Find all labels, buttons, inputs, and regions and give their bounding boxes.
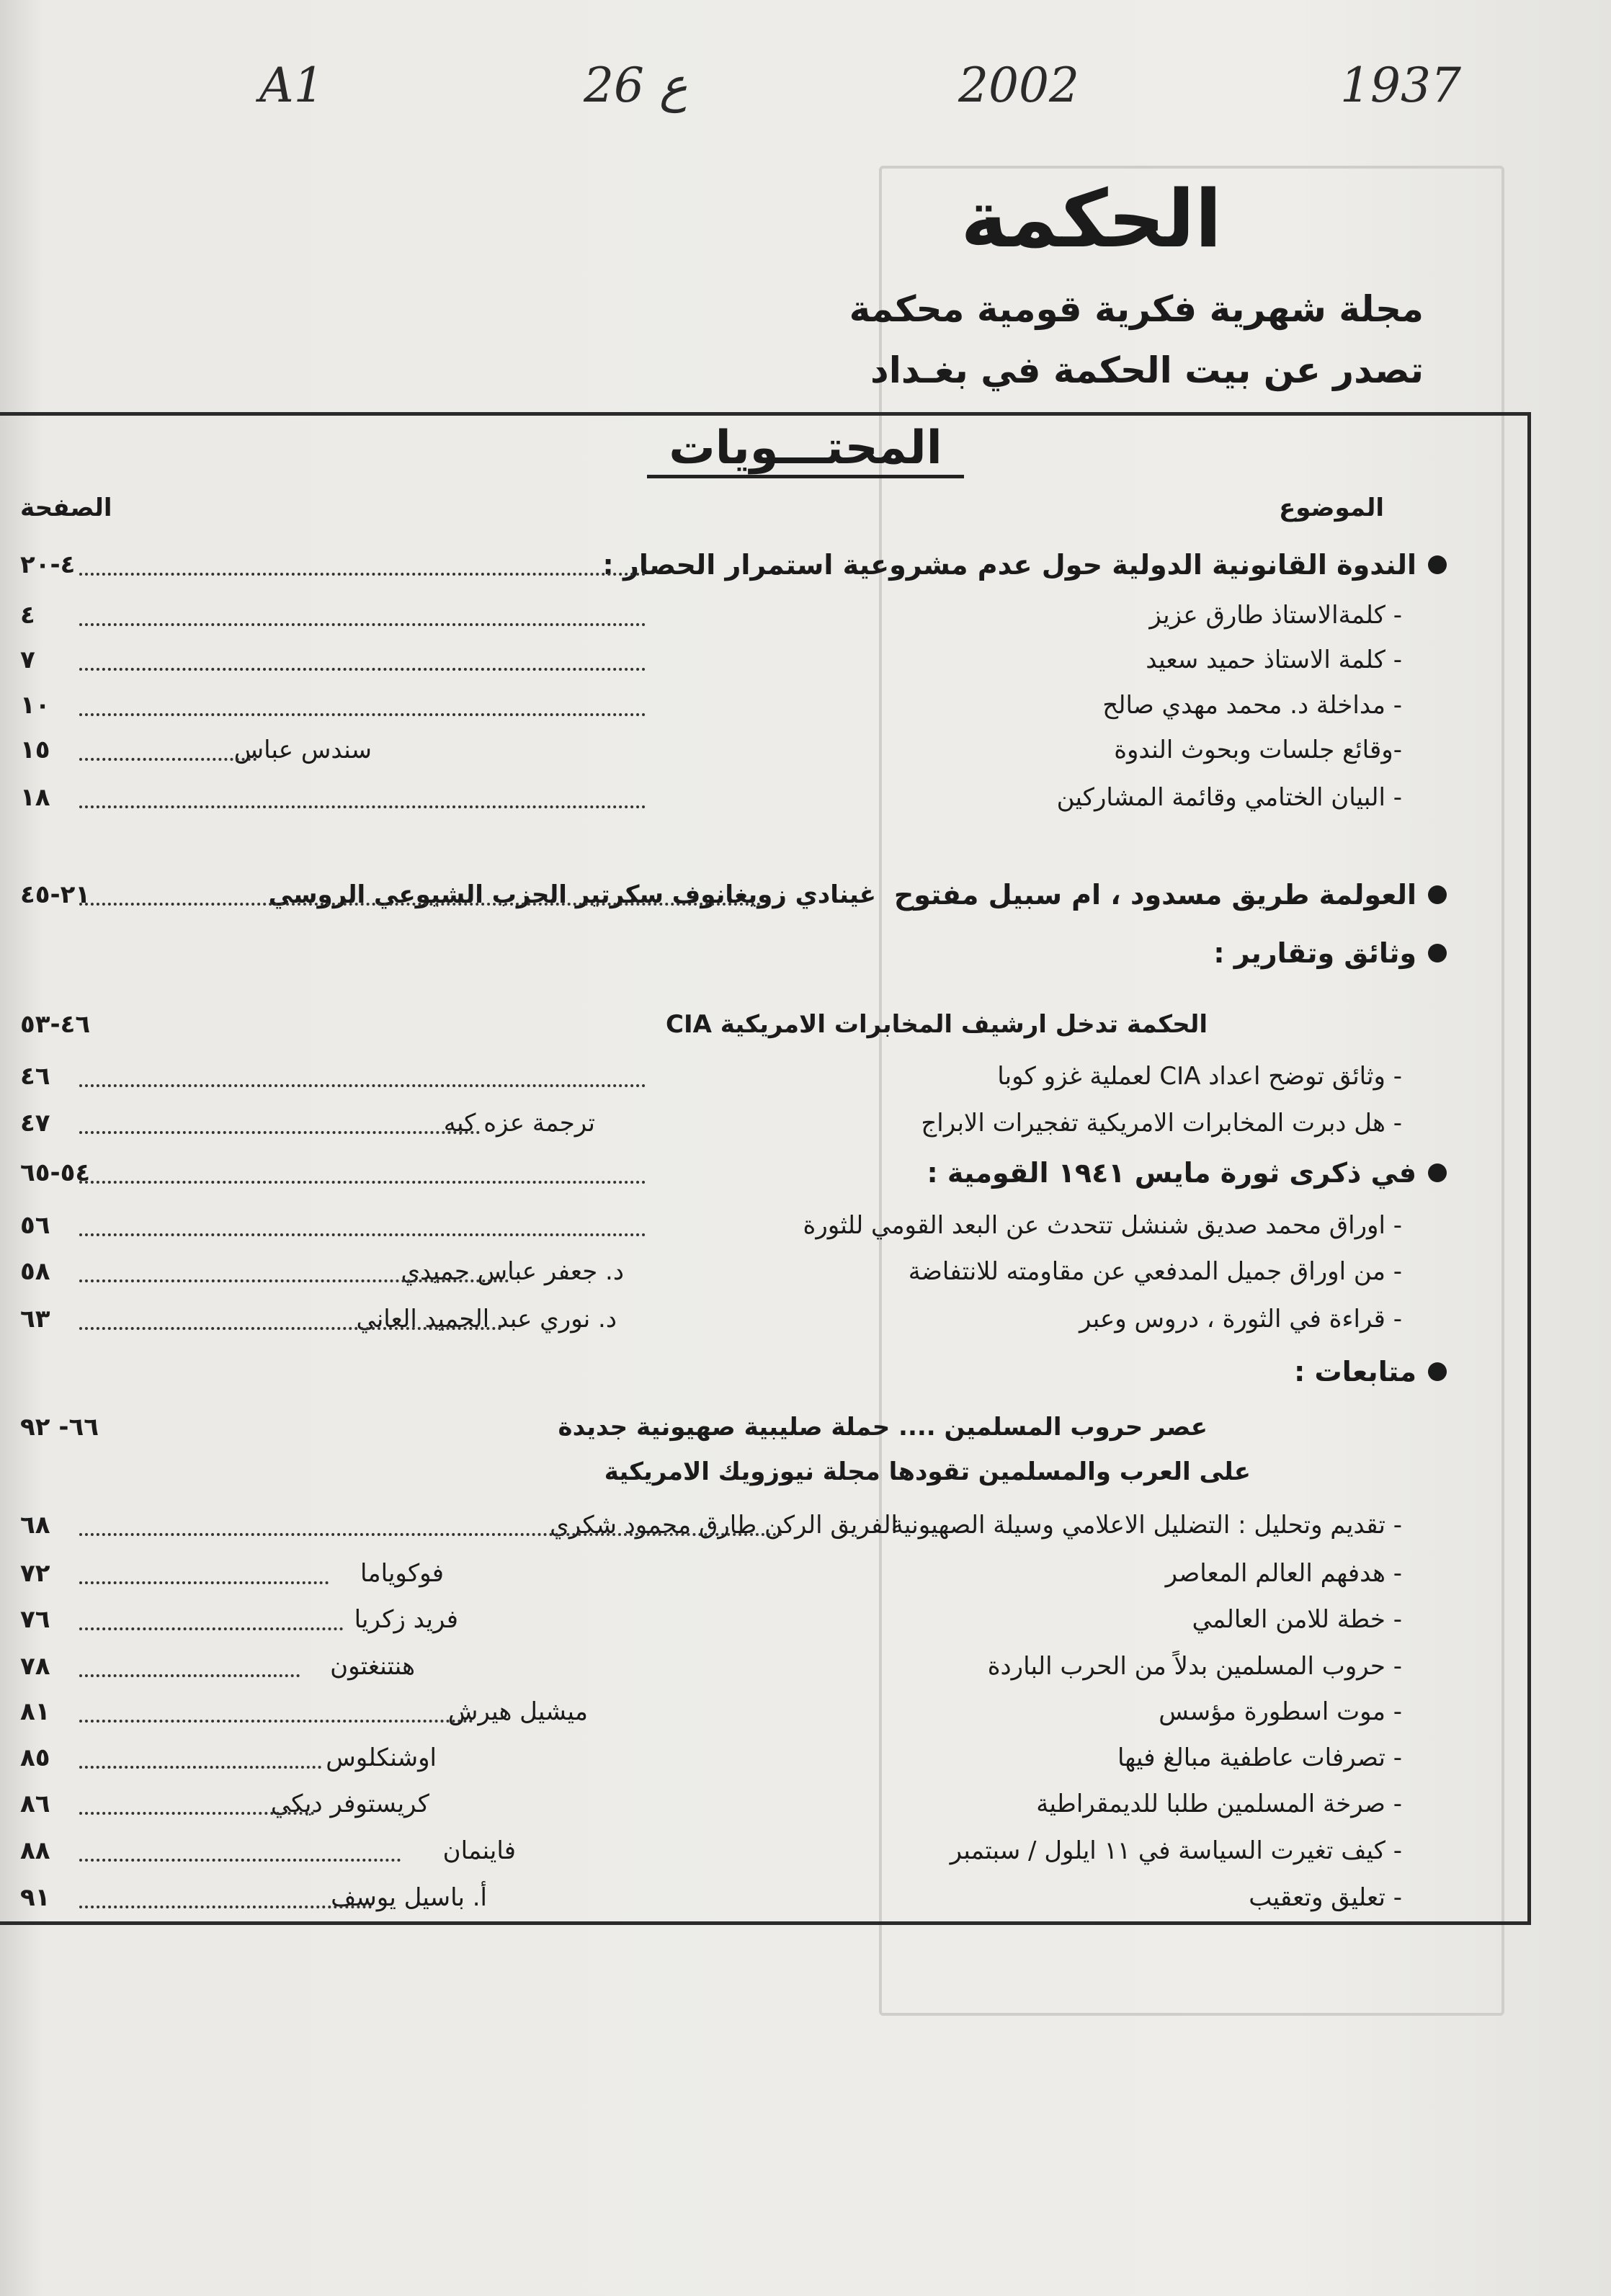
leader-dots bbox=[79, 805, 646, 808]
section-heading bbox=[0, 874, 1611, 916]
contents-entry bbox=[0, 1830, 1611, 1872]
entry-page-number: ٤٦ bbox=[20, 1062, 50, 1091]
contents-entry bbox=[0, 1055, 1611, 1097]
leader-dots bbox=[79, 1084, 646, 1087]
entry-page-number: ٢١-٤٥ bbox=[20, 880, 91, 909]
bullet-icon bbox=[1428, 555, 1447, 574]
contents-heading: المحتـــويات bbox=[0, 421, 1611, 475]
entry-title: - حروب المسلمين بدلاً من الحرب الباردة bbox=[987, 1652, 1402, 1681]
contents-entry bbox=[0, 777, 1611, 818]
entry-page-number: ٤-٢٠ bbox=[20, 550, 76, 579]
entry-title: الحكمة تدخل ارشيف المخابرات الامريكية CIA bbox=[666, 1010, 1208, 1039]
entry-title: - مداخلة د. محمد مهدي صالح bbox=[1102, 691, 1402, 720]
entry-title: في ذكرى ثورة مايس ١٩٤١ القومية : bbox=[927, 1157, 1416, 1189]
entry-page-number: ١٥ bbox=[20, 736, 50, 764]
entry-title: - تعليق وتعقيب bbox=[1249, 1883, 1402, 1912]
leader-dots bbox=[79, 1327, 501, 1330]
entry-author: سندس عباس bbox=[233, 736, 372, 764]
entry-page-number: ٦٣ bbox=[20, 1305, 50, 1334]
contents-entry bbox=[0, 684, 1611, 726]
entry-title: - هدفهم العالم المعاصر bbox=[1165, 1559, 1402, 1588]
entry-page-number: ٨٥ bbox=[20, 1743, 50, 1772]
entry-title: الندوة القانونية الدولية حول عدم مشروعية استمرار الحصار : bbox=[602, 549, 1416, 581]
leader-dots bbox=[79, 1627, 343, 1630]
section-heading bbox=[0, 1152, 1611, 1194]
entry-title: - خطة للامن العالمي bbox=[1192, 1605, 1402, 1634]
entry-title: - صرخة المسلمين طلبا للديمقراطية bbox=[1036, 1790, 1402, 1818]
contents-entry bbox=[0, 729, 1611, 771]
entry-title: - قراءة في الثورة ، دروس وعبر bbox=[1079, 1305, 1402, 1334]
entry-author: اوشنكلوس bbox=[326, 1743, 437, 1772]
leader-dots bbox=[79, 1581, 329, 1584]
entry-author: كريستوفر ديكي bbox=[270, 1790, 429, 1818]
entry-author: فريد زكريا bbox=[354, 1605, 458, 1634]
contents-entry bbox=[0, 1251, 1611, 1292]
leader-dots bbox=[79, 1533, 782, 1536]
entry-page-number: ٩١ bbox=[20, 1883, 50, 1912]
bullet-icon bbox=[1428, 1163, 1447, 1182]
leader-dots bbox=[79, 1859, 401, 1862]
contents-entry bbox=[0, 1298, 1611, 1340]
entry-page-number: ٥٨ bbox=[20, 1257, 50, 1286]
entry-title: - تصرفات عاطفية مبالغ فيها bbox=[1117, 1743, 1402, 1772]
contents-entry bbox=[0, 1691, 1611, 1733]
entry-page-number: ٨٨ bbox=[20, 1836, 50, 1865]
entry-author: د. جعفر عباس حميدي bbox=[401, 1257, 624, 1286]
contents-entry bbox=[0, 1783, 1611, 1825]
entry-title: العولمة طريق مسدود ، ام سبيل مفتوح bbox=[893, 879, 1416, 911]
entry-author: هنتنغتون bbox=[330, 1652, 415, 1681]
entry-page-number: ٥٦ bbox=[20, 1211, 50, 1240]
entry-page-number: ٨٦ bbox=[20, 1790, 50, 1818]
section-heading bbox=[0, 544, 1611, 586]
leader-dots bbox=[79, 573, 646, 576]
entry-title: على العرب والمسلمين تقودها مجلة نيوزويك الامريكية bbox=[604, 1457, 1251, 1486]
contents-entry bbox=[0, 1406, 1611, 1448]
entry-author: غينادي زويغانوف سكرتير الحزب الشيوعي الروسي bbox=[268, 880, 876, 909]
leader-dots bbox=[79, 1674, 300, 1677]
leader-dots bbox=[79, 1812, 314, 1815]
entry-title: وثائق وتقارير : bbox=[1213, 937, 1416, 969]
magazine-publisher: تصدر عن بيت الحكمة في بغـداد bbox=[870, 349, 1424, 391]
entry-title: - موت اسطورة مؤسس bbox=[1159, 1697, 1402, 1726]
entry-title: - كلمة الاستاذ حميد سعيد bbox=[1146, 646, 1402, 674]
entry-page-number: ١٠ bbox=[20, 691, 50, 720]
contents-entry bbox=[0, 1737, 1611, 1779]
entry-title: متابعات : bbox=[1294, 1356, 1416, 1388]
leader-dots bbox=[79, 1766, 321, 1769]
entry-title: عصر حروب المسلمين .... حملة صليبية صهيونية جديدة bbox=[558, 1413, 1208, 1442]
handwritten-note: 1937 bbox=[1340, 58, 1461, 113]
bullet-icon bbox=[1428, 885, 1447, 904]
leader-dots bbox=[79, 668, 646, 671]
entry-page-number: ٧ bbox=[20, 646, 35, 674]
entry-page-number: ١٨ bbox=[20, 783, 50, 812]
entry-page-number: ٧٨ bbox=[20, 1652, 50, 1681]
leader-dots bbox=[79, 758, 256, 761]
contents-entry bbox=[0, 1205, 1611, 1246]
entry-page-number: ٦٦- ٩٢ bbox=[20, 1413, 99, 1442]
entry-author: الفريق الركن طارق محمود شكري bbox=[550, 1511, 898, 1540]
leader-dots bbox=[79, 1720, 473, 1723]
leader-dots bbox=[79, 1279, 509, 1282]
entry-title: - كيف تغيرت السياسة في ١١ ايلول / سبتمبر bbox=[950, 1836, 1402, 1865]
entry-page-number: ٧٦ bbox=[20, 1605, 50, 1634]
leader-dots bbox=[79, 1233, 646, 1236]
entry-page-number: ٤ bbox=[20, 601, 35, 630]
magazine-title: الحكمة bbox=[960, 173, 1222, 265]
entry-page-number: ٥٤-٦٥ bbox=[20, 1158, 91, 1187]
entry-page-number: ٧٢ bbox=[20, 1559, 50, 1588]
entry-title: - تقديم وتحليل : التضليل الاعلامي وسيلة الصهيونية bbox=[891, 1511, 1402, 1540]
page-column-header: الصفحة bbox=[20, 493, 112, 522]
leader-dots bbox=[79, 1131, 480, 1134]
magazine-subtitle: مجلة شهرية فكرية قومية محكمة bbox=[849, 288, 1424, 330]
contents-entry bbox=[0, 1102, 1611, 1144]
entry-title: - كلمةالاستاذ طارق عزيز bbox=[1149, 601, 1402, 630]
leader-dots bbox=[79, 1181, 646, 1184]
section-heading bbox=[0, 1351, 1611, 1393]
bullet-icon bbox=[1428, 944, 1447, 962]
contents-entry bbox=[0, 1599, 1611, 1640]
entry-title: - البيان الختامي وقائمة المشاركين bbox=[1056, 783, 1402, 812]
entry-title: - وثائق توضح اعداد CIA لعملية غزو كوبا bbox=[997, 1062, 1402, 1091]
contents-entry bbox=[0, 1004, 1611, 1045]
entry-author: ترجمة عزه كبه bbox=[443, 1109, 595, 1138]
entry-author: أ. باسيل يوسف bbox=[331, 1883, 487, 1912]
subject-column-header: الموضوع bbox=[1279, 493, 1384, 522]
entry-title: - اوراق محمد صديق شنشل تتحدث عن البعد القومي للثورة bbox=[803, 1211, 1402, 1240]
leader-dots bbox=[79, 903, 761, 906]
entry-page-number: ٨١ bbox=[20, 1697, 50, 1726]
entry-title: - من اوراق جميل المدفعي عن مقاومته للانتفاضة bbox=[908, 1257, 1402, 1286]
contents-entry bbox=[0, 1451, 1611, 1493]
section-heading bbox=[0, 932, 1611, 974]
contents-entry bbox=[0, 1645, 1611, 1687]
entry-page-number: ٤٧ bbox=[20, 1109, 50, 1138]
entry-author: ميشيل هيرش bbox=[447, 1697, 588, 1726]
entry-author: فاينمان bbox=[442, 1836, 516, 1865]
entry-author: فوكوياما bbox=[360, 1559, 444, 1588]
entry-page-number: ٤٦-٥٣ bbox=[20, 1010, 91, 1039]
contents-entry bbox=[0, 1877, 1611, 1918]
contents-entry bbox=[0, 1504, 1611, 1546]
entry-title: - هل دبرت المخابرات الامريكية تفجيرات الابراج bbox=[921, 1109, 1402, 1138]
handwritten-note: A1 bbox=[259, 58, 324, 113]
handwritten-note: 26 ع bbox=[584, 58, 688, 113]
leader-dots bbox=[79, 623, 646, 626]
entry-title: -وقائع جلسات وبحوث الندوة bbox=[1114, 736, 1402, 764]
contents-entry bbox=[0, 639, 1611, 681]
contents-entry bbox=[0, 594, 1611, 636]
bullet-icon bbox=[1428, 1362, 1447, 1381]
leader-dots bbox=[79, 713, 646, 716]
entry-page-number: ٦٨ bbox=[20, 1511, 50, 1540]
leader-dots bbox=[79, 1906, 372, 1908]
entry-author: د. نوري عبد الحميد العاني bbox=[356, 1305, 617, 1334]
handwritten-note: 2002 bbox=[958, 58, 1079, 113]
contents-entry bbox=[0, 1553, 1611, 1594]
